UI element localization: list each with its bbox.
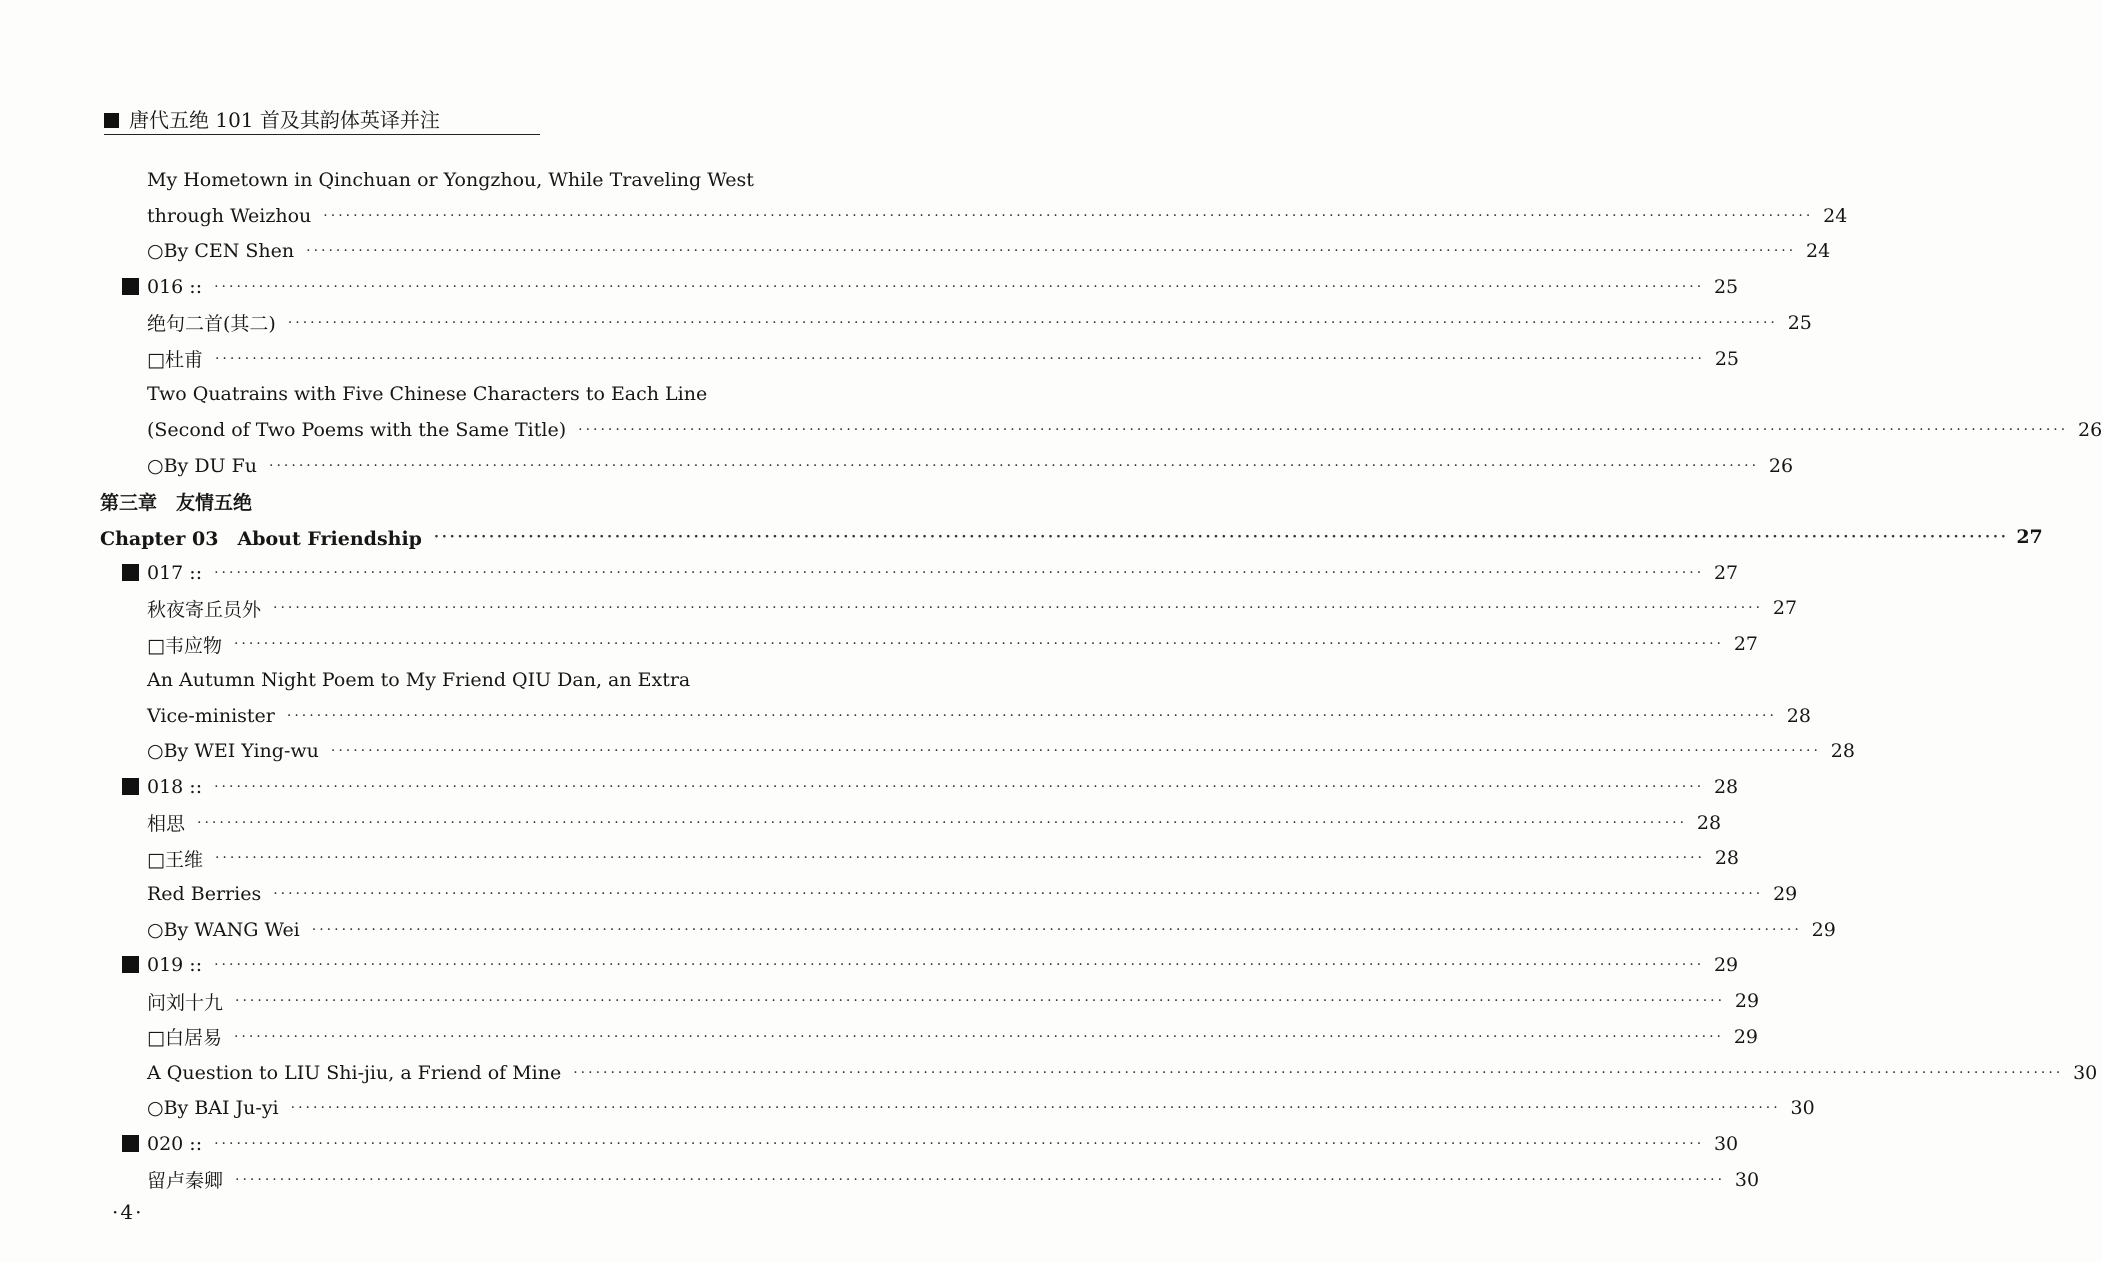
dot-leader: ········································································································································································································: [214, 1135, 1705, 1152]
toc-page-number: 29: [1713, 954, 1739, 977]
toc-page-number: 30: [2073, 1061, 2098, 1084]
dot-leader: ········································································································································································································: [433, 529, 2009, 545]
toc-entry-text: 相思: [147, 813, 186, 836]
dot-leader: ········································································································································································································: [330, 743, 1821, 760]
toc-entry-text: 留卢秦卿: [147, 1170, 224, 1193]
toc-page-number: 25: [1787, 311, 1812, 334]
toc-page-number: 27: [1772, 597, 1798, 620]
toc-page-number: 24: [1805, 240, 1831, 263]
toc-entry: [0, 840, 1739, 876]
toc-entry: [0, 769, 1739, 805]
toc-entry: [0, 376, 800, 412]
toc-entry: [0, 483, 800, 519]
toc-entry-text: 问刘十九: [147, 991, 224, 1014]
toc-entry-label: [147, 740, 319, 762]
toc-entry-label: [147, 595, 261, 622]
dot-leader: ········································································································································································································: [578, 421, 2069, 438]
toc-entry-label: [147, 309, 276, 336]
toc-page-number: 24: [1823, 204, 1848, 227]
running-header: [104, 106, 540, 135]
toc-entry-label: [147, 669, 690, 691]
toc-entry-text: ○By WEI Ying-wu: [147, 740, 319, 763]
toc-page-number: 27: [2016, 526, 2043, 548]
toc-entry-text: My Hometown in Qinchuan or Yongzhou, While Traveling West: [147, 169, 754, 191]
dot-leader: ········································································································································································································: [214, 850, 1705, 867]
toc-entry: [0, 1019, 1758, 1055]
toc-entry-text: Red Berries: [147, 883, 262, 905]
toc-entry-text: ○By DU Fu: [147, 454, 258, 477]
toc-entry-text: 第三章 友情五绝: [100, 491, 253, 514]
toc-entry-label: [147, 419, 566, 441]
toc-entry-label: [147, 1062, 561, 1084]
dot-leader: ········································································································································································································: [214, 279, 1705, 296]
toc-entry-text: ○By WANG Wei: [147, 918, 300, 941]
toc-page-number: 26: [1768, 454, 1794, 477]
toc-entry: [0, 198, 1848, 234]
header-square-icon: [104, 113, 119, 128]
toc-entry-label: [122, 562, 202, 584]
dot-leader: ········································································································································································································: [214, 350, 1705, 367]
toc-entry-text: (Second of Two Poems with the Same Title): [147, 418, 567, 441]
toc-entry-label: [147, 240, 294, 262]
toc-entry: [0, 626, 1758, 662]
toc-entry: [0, 1055, 2098, 1091]
toc-page-number: 30: [1713, 1132, 1739, 1155]
toc-page-number: 25: [1714, 347, 1739, 370]
toc-entry: [0, 1126, 1739, 1162]
toc-entry-text: □韦应物: [147, 634, 222, 657]
toc-page-number: 28: [1714, 847, 1739, 870]
toc-page-number: 29: [1734, 990, 1760, 1013]
black-square-icon: [122, 1135, 139, 1152]
toc-entry-label: [147, 883, 261, 905]
toc-entry-text: 018 ::: [147, 775, 203, 798]
toc-entry: [0, 662, 800, 698]
toc-entry-label: [147, 705, 275, 727]
black-square-icon: [122, 278, 139, 295]
toc-entry: [0, 876, 1798, 912]
toc-entry-label: [147, 1023, 222, 1050]
toc-entry: [0, 912, 1836, 948]
toc-page-number: 26: [2077, 418, 2102, 441]
dot-leader: ········································································································································································································: [287, 314, 1778, 331]
toc-page-number: 28: [1696, 811, 1722, 834]
toc-entry-label: [147, 919, 300, 941]
toc-entry-text: Chapter 03 About Friendship: [100, 527, 422, 550]
toc-page-number: 30: [1790, 1097, 1815, 1120]
dot-leader: ········································································································································································································: [273, 886, 1764, 902]
toc-entry-label: [100, 488, 252, 515]
black-square-icon: [122, 564, 139, 581]
toc-entry-label: [122, 776, 202, 798]
toc-entry-text: 020 ::: [147, 1132, 203, 1155]
toc-entry: [0, 590, 1798, 626]
toc-entry-text: Vice-minister: [147, 704, 275, 727]
toc-entry-label: [147, 455, 257, 477]
toc-entry: [0, 162, 800, 198]
dot-leader: ········································································································································································································: [235, 1171, 1726, 1188]
black-square-icon: [122, 956, 139, 973]
toc-entry-label: [147, 631, 222, 658]
toc-entry-label: [122, 1133, 202, 1155]
toc-entry-text: 016 ::: [147, 276, 203, 299]
dot-leader: ········································································································································································································: [233, 636, 1724, 653]
dot-leader: ········································································································································································································: [290, 1100, 1781, 1117]
toc-entry-label: [147, 809, 185, 836]
toc-entry-text: A Question to LIU Shi-jiu, a Friend of Mine: [147, 1061, 562, 1084]
toc-entry-text: ○By BAI Ju-yi: [147, 1097, 279, 1120]
toc-entry-label: [147, 845, 203, 872]
toc-entry: [0, 519, 2043, 555]
toc-entry: [0, 698, 1811, 734]
toc-entry: [0, 1090, 1815, 1126]
toc-entry: [0, 341, 1739, 377]
toc-entry-label: [147, 169, 754, 191]
dot-leader: ········································································································································································································: [306, 243, 1797, 260]
toc-entry-text: An Autumn Night Poem to My Friend QIU Dan, an Extra: [147, 668, 691, 691]
toc-entry-label: [147, 1097, 279, 1119]
dot-leader: ········································································································································································································: [269, 457, 1760, 474]
toc-page-number: 29: [1773, 883, 1798, 905]
toc-entry-text: 019 ::: [147, 954, 203, 977]
toc-entry-text: Two Quatrains with Five Chinese Characters to Each Line: [147, 383, 708, 406]
toc-entry-label: [122, 954, 202, 976]
dot-leader: ········································································································································································································: [197, 814, 1688, 831]
dot-leader: ········································································································································································································: [214, 957, 1705, 974]
dot-leader: ········································································································································································································: [311, 921, 1802, 938]
toc-entry-label: [147, 988, 223, 1015]
toc-entry-text: 秋夜寄丘员外: [147, 598, 262, 621]
toc-entry: [0, 805, 1722, 841]
toc-entry: [0, 983, 1760, 1019]
toc-page-number: 28: [1786, 704, 1811, 727]
toc-entry-text: 017 ::: [147, 561, 203, 584]
dot-leader: ········································································································································································································: [273, 600, 1764, 617]
toc-entry: [0, 269, 1739, 305]
toc-entry: [0, 412, 2102, 448]
dot-leader: ········································································································································································································: [214, 778, 1705, 795]
black-square-icon: [122, 778, 139, 795]
toc-entry-label: [147, 205, 311, 227]
toc-entry: [0, 947, 1739, 983]
toc-entry: [0, 1162, 1760, 1198]
header-title: 唐代五绝 101 首及其韵体英译并注: [129, 108, 440, 132]
dot-leader: ········································································································································································································: [233, 1028, 1724, 1045]
toc-entry-label: [122, 276, 202, 298]
toc-page-number: 27: [1733, 633, 1758, 656]
toc-page-number: 30: [1734, 1168, 1760, 1191]
toc-page-number: 25: [1713, 276, 1739, 299]
toc-entry-label: [147, 383, 707, 405]
toc-entry-label: [100, 524, 422, 551]
toc-entry-text: through Weizhou: [147, 204, 312, 227]
toc-page-number: 28: [1713, 775, 1739, 798]
toc-entry-text: □杜甫: [147, 349, 203, 371]
toc-entry-label: [147, 345, 203, 372]
dot-leader: ········································································································································································································: [235, 993, 1726, 1010]
toc-entry-text: □白居易: [147, 1027, 222, 1050]
toc-page-number: 28: [1830, 740, 1855, 763]
dot-leader: ········································································································································································································: [323, 207, 1814, 224]
toc-entry: [0, 733, 1855, 769]
toc-entry: [0, 305, 1812, 341]
toc-entry: [0, 448, 1794, 484]
toc-entry: [0, 233, 1831, 269]
toc-entry-text: 绝句二首(其二): [147, 313, 276, 336]
dot-leader: ········································································································································································································: [286, 707, 1777, 724]
toc-entry: [0, 555, 1739, 591]
toc-entry-label: [147, 1166, 223, 1193]
toc-entry-text: ○By CEN Shen: [147, 240, 295, 263]
dot-leader: ········································································································································································································: [214, 564, 1705, 581]
toc-page-number: 29: [1733, 1025, 1758, 1048]
toc-entry-text: □王维: [147, 848, 203, 871]
dot-leader: ········································································································································································································: [573, 1064, 2064, 1081]
page-number: ·4·: [112, 1200, 144, 1224]
toc-page-number: 27: [1713, 561, 1739, 584]
toc-page-number: 29: [1811, 918, 1836, 941]
